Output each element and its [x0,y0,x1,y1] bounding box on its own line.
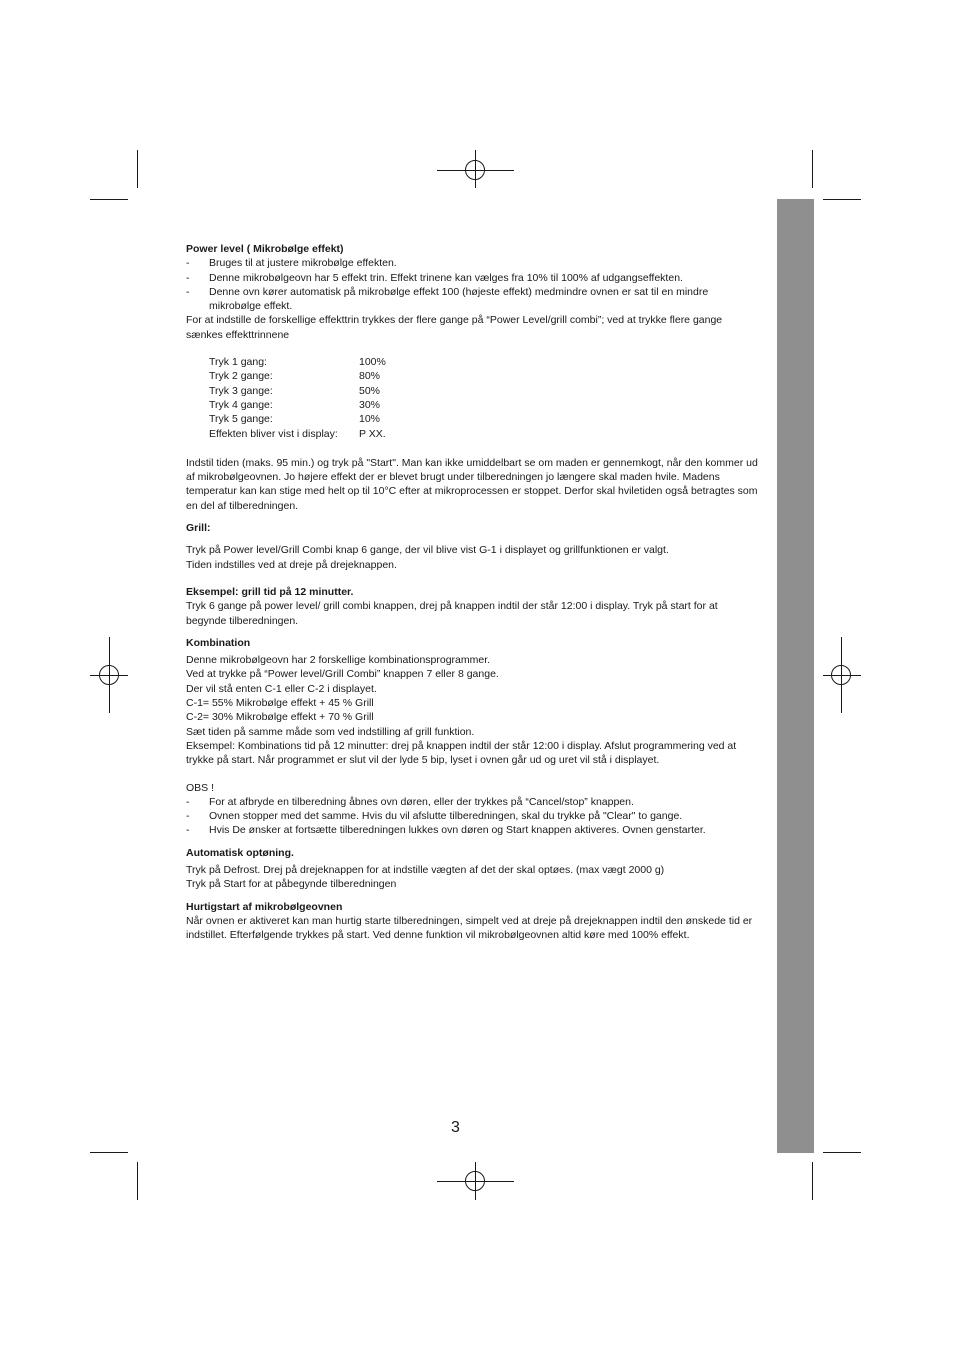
bullet-item: - Denne ovn kører automatisk på mikrobølge effekt 100 (højeste effekt) medmindre ovnen er sat til en mindre mikrobølge effekt. [186,285,709,313]
combination-indented: C-1= 55% Mikrobølge effekt + 45 % Grill [186,697,374,710]
crop-mark [137,1162,138,1200]
bullet-item: - Bruges til at justere mikrobølge effekten. [186,257,397,270]
bullet-item: - For at afbryde en tilberedning åbnes ovn døren, eller der trykkes på “Cancel/stop” knappen. [186,795,634,808]
heading-power-level: Power level ( Mikrobølge effekt) [186,243,344,255]
defrost-text: Tryk på Start for at påbegynde tilberedningen [186,878,397,891]
time-paragraph: Indstil tiden (maks. 95 min.) og tryk på "Start". Man kan ikke umiddelbart se om maden er gennemkogt, når den kommer ud af mikrobølgeovnen. Jo højere effekt der er blevet brugt under tilberedningen jo længere skal maden hvile. Madens temperatur kan kan stige med helt op til 10°C efter at mikroprocessen er stoppet. Derfor skal hviletiden også betragtes som en del af tilberedningen. [186,456,758,512]
heading-quickstart: Hurtigstart af mikrobølgeovnen [186,900,343,913]
combination-text: Ved at trykke på “Power level/Grill Combi” knappen 7 eller 8 gange. [186,668,499,681]
crop-mark [90,199,128,200]
combination-text: Sæt tiden på samme måde som ved indstilling af grill funktion. [186,725,475,738]
level-row: Effekten bliver vist i display: P XX. [209,427,386,440]
level-row: Tryk 5 gange: 10% [209,413,381,426]
grill-text: Tiden indstilles ved at dreje på drejeknappen. [186,558,397,571]
level-row: Tryk 2 gange: 80% [209,370,381,383]
combination-indented: C-2= 30% Mikrobølge effekt + 70 % Grill [186,711,374,724]
heading-example: Eksempel: grill tid på 12 minutter. [186,585,354,598]
grill-text: Tryk på Power level/Grill Combi knap 6 gange, der vil blive vist G-1 i displayet og grillfunktionen er valgt. [186,544,669,557]
combination-indented: Der vil stå enten C-1 eller C-2 i displayet. [186,682,377,695]
bullet-item: - Denne mikrobølgeovn har 5 effekt trin. Effekt trinene kan vælges fra 10% til 100% af udgangseffekten. [186,271,683,284]
crop-mark [137,150,138,188]
level-row: Tryk 3 gange: 50% [209,384,381,397]
level-row: Tryk 4 gange: 30% [209,398,381,411]
heading-combination: Kombination [186,636,251,649]
crop-mark [90,1152,128,1153]
power-level-table [209,355,760,441]
crop-mark [812,1162,813,1200]
manual-content [186,242,760,942]
power-intro: For at indstille de forskellige effekttrin trykkes der flere gange på “Power Level/grill combi”; ved at trykke flere gange sænkes effekttrinnene [186,314,723,341]
combination-text: Eksempel: Kombinations tid på 12 minutter: drej på knappen indtil der står 12:00 i display. Afslut programmering ved at trykke på start. Når programmet er slut vil der lyde 5 bip, lyset i ovnen går ud og uret vil stå i displayet. [186,739,737,767]
quickstart-text: Når ovnen er aktiveret kan man hurtig starte tilberedningen, simpelt ved at dreje på drejeknappen indtil den ønskede tid er indstillet. Efterfølgende trykkes på start. Ved denne funktion vil mikrobølgeovnen altid køre med 100% effekt. [186,914,753,942]
crop-mark [812,150,813,188]
level-row: Tryk 1 gang: 100% [209,356,386,369]
crop-mark [823,1152,861,1153]
registration-circle [465,160,485,180]
combination-text: Denne mikrobølgeovn har 2 forskellige kombinationsprogrammer. [186,654,491,667]
bullet-item: - Ovnen stopper med det samme. Hvis du vil afslutte tilberedningen, skal du trykke på "Clear" to gange. [186,810,683,823]
bullet-item: - Hvis De ønsker at fortsætte tilberedningen lukkes ovn døren og Start knappen aktiveres. Ovnen genstarter. [186,824,706,837]
crop-mark [823,199,861,200]
heading-obs: OBS ! [186,781,215,794]
registration-circle [465,1171,485,1191]
defrost-text: Tryk på Defrost. Drej på drejeknappen for at indstille vægten af det der skal optøes. (max vægt 2000 g) [186,863,665,876]
registration-circle [99,665,119,685]
heading-defrost: Automatisk optøning. [186,846,294,859]
heading-grill: Grill: [186,522,211,535]
page-number: 3 [451,1119,460,1136]
registration-circle [831,665,851,685]
example-text: Tryk 6 gange på power level/ grill combi knappen, drej på knappen indtil der står 12:00 i display. Tryk på start for at begynde tilberedningen. [186,600,718,627]
side-tab [777,199,814,1153]
